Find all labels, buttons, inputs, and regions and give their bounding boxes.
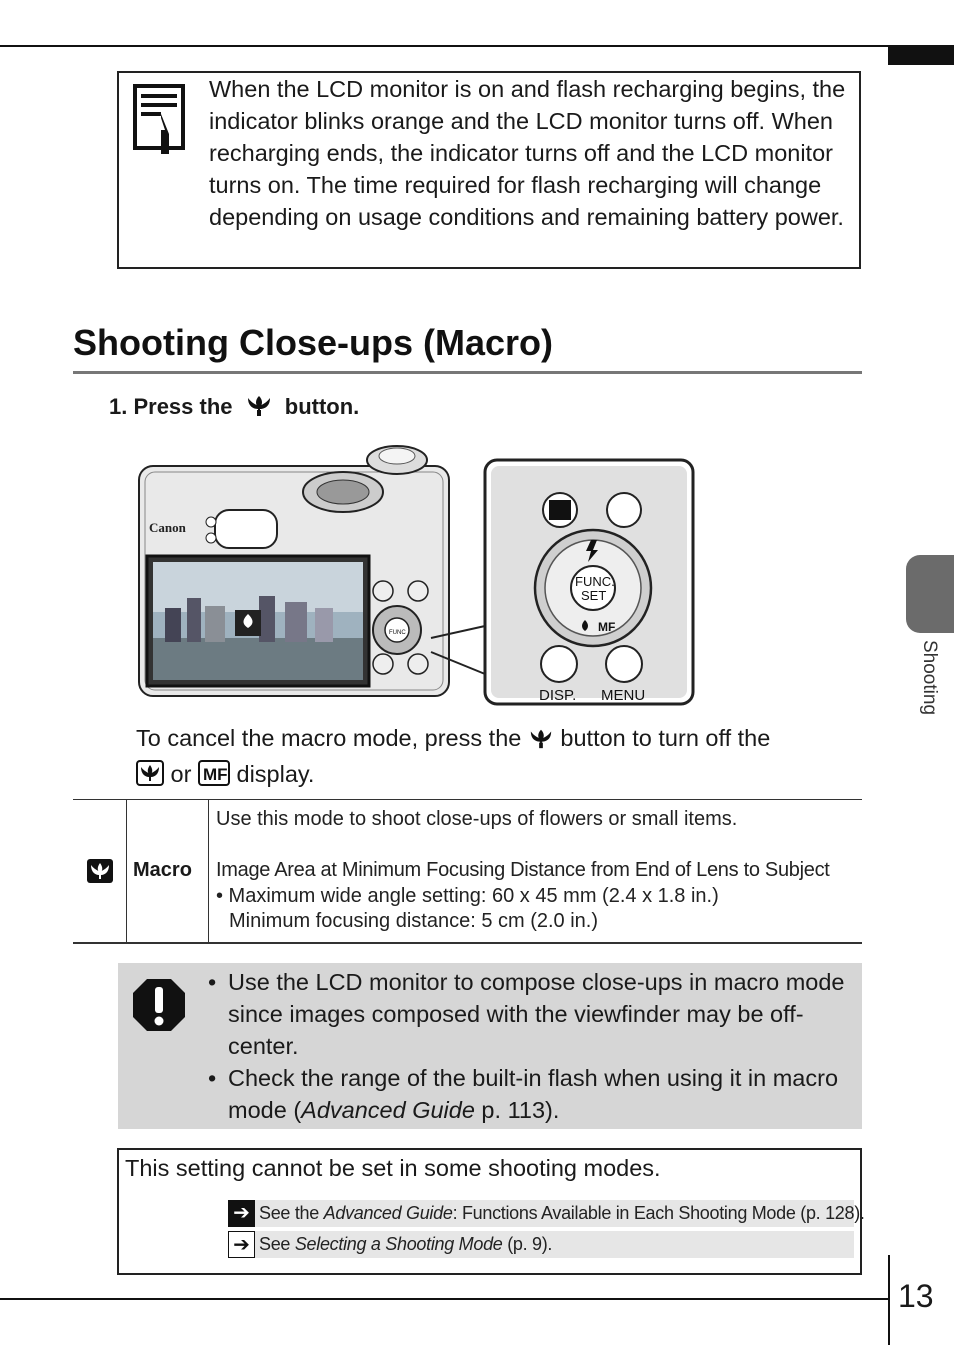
reference-shooting-mode [228,1231,854,1258]
func-set-label: FUNC. [575,574,615,589]
mf-label: MF [598,620,616,634]
disp-label: DISP. [539,687,577,704]
svg-text:FUNC: FUNC [389,630,406,636]
caution-item-page: p. 113). [474,1097,560,1123]
section-tab [906,555,954,633]
cancel-text-2: button to turn off the [560,725,771,751]
step-1-prefix: 1. Press the [109,394,233,419]
mode-description: Use this mode to shoot close-ups of flowers or small items. [216,808,738,830]
bottom-rule [0,1298,890,1300]
image-area-bullet: • Maximum wide angle setting: 60 x 45 mm (2.4 x 1.8 in.) [216,885,719,907]
ref-1-italic: Advanced Guide [323,1203,453,1223]
camera-illustration [135,438,700,715]
section-tab-label: Shooting [919,640,940,716]
ref-2-a: See [259,1234,295,1254]
page-number-divider [888,1255,890,1345]
caution-list [208,966,858,1126]
availability-text: This setting cannot be set in some shooting modes. [125,1155,661,1181]
image-area-heading: Image Area at Minimum Focusing Distance from End of Lens to Subject [216,859,830,881]
focusing-distance: Minimum focusing distance: 5 cm (2.0 in.) [229,910,599,932]
ref-2-italic: Selecting a Shooting Mode [294,1234,503,1254]
ref-1-b: : Functions Available in Each Shooting Mode (p. 128). [452,1203,865,1223]
menu-label: MENU [601,687,646,704]
page-number: 13 [898,1278,934,1314]
macro-icon [245,392,273,424]
note-text: When the LCD monitor is on and flash recharging begins, the indicator blinks orange and the LCD monitor turns off. When recharging ends, the indicator turns off and the LCD monitor turns on. The time required for flash recharging will change depending on usage conditions and remaining battery power. [209,76,846,230]
svg-text:SET: SET [581,588,607,603]
manual-focus-display-icon [198,760,230,794]
reference-advanced-guide [228,1200,865,1227]
advanced-guide-ref: Advanced Guide [301,1097,475,1123]
cancel-instruction [136,722,856,794]
ref-2-b: (p. 9). [502,1234,553,1254]
ref-1-a: See the [259,1203,324,1223]
macro-icon [528,726,554,758]
camera-brand: Canon [149,520,186,535]
arrow-right-icon: ➔ [228,1231,255,1258]
cancel-text-1: To cancel the macro mode, press the [136,725,522,751]
cancel-or: or [170,761,192,787]
macro-icon [86,858,114,889]
reference-text [259,1234,552,1255]
cancel-text-3: display. [236,761,315,787]
mode-name: Macro [133,859,192,881]
top-rule [0,45,888,47]
arrow-right-icon: ➔ [228,1200,255,1227]
section-title: Shooting Close-ups (Macro) [73,322,553,363]
caution-item: • Use the LCD monitor to compose close-ups in macro mode since images composed with the viewfinder may be off-center. [208,966,858,1062]
caution-item-text: Check the range of the built-in flash when using it in macro mode ( [228,1065,839,1123]
caution-icon [131,977,187,1038]
step-1-suffix: button. [284,394,360,419]
section-title-rule [73,371,862,374]
reference-text [259,1203,865,1224]
caution-item [208,1062,858,1126]
macro-display-icon [136,760,164,794]
svg-text:MF: MF [202,765,228,784]
step-1 [109,392,359,424]
memo-icon [133,84,185,161]
top-rule-block [888,45,954,65]
